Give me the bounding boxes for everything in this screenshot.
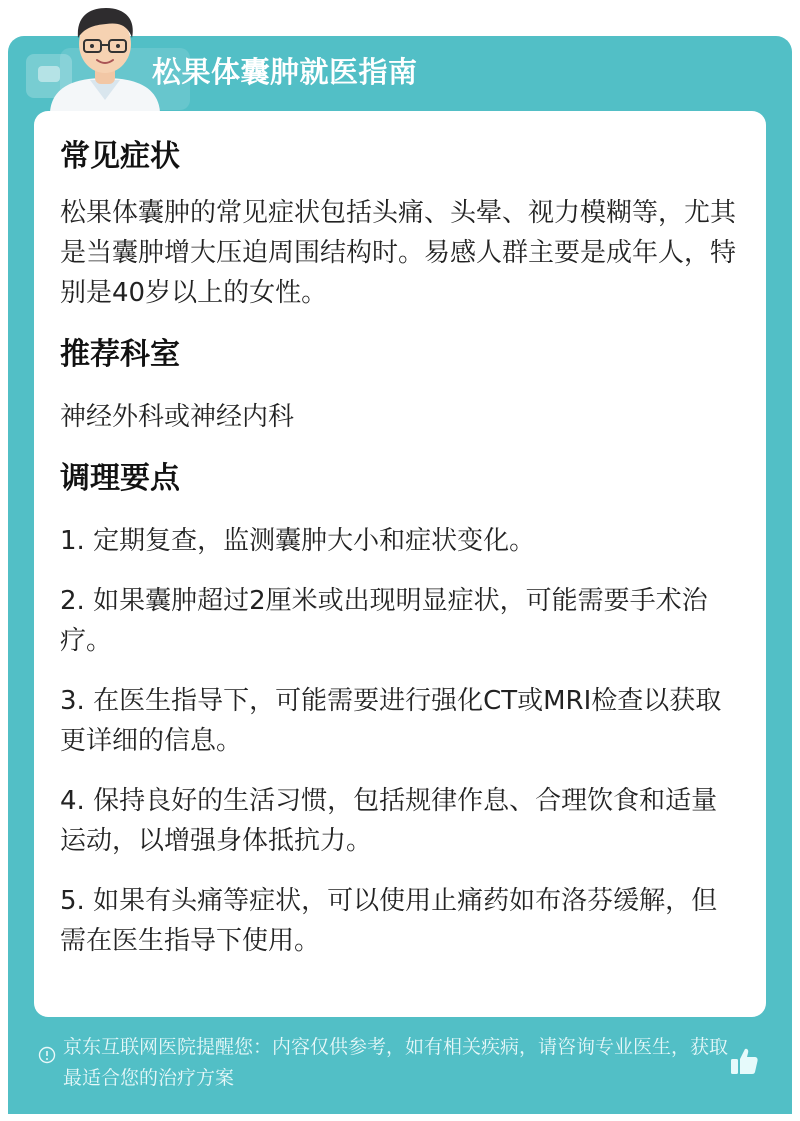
- footer-text: 京东互联网医院提醒您：内容仅供参考，如有相关疾病，请咨询专业医生，获取最适合您的治疗方案: [63, 1036, 729, 1089]
- info-icon: [38, 1046, 56, 1064]
- department-text: 神经外科或神经内科: [60, 402, 295, 432]
- symptoms-text: 松果体囊肿的常见症状包括头痛、头晕、视力模糊等，尤其是当囊肿增大压迫周围结构时。易感人群主要是成年人，特别是40岁以上的女性。: [60, 198, 737, 308]
- care-item-5: 5. 如果有头痛等症状，可以使用止痛药如布洛芬缓解，但需在医生指导下使用。: [60, 886, 718, 956]
- care-heading: 调理要点: [60, 461, 180, 496]
- care-item-2: 2. 如果囊肿超过2厘米或出现明显症状，可能需要手术治疗。: [60, 586, 708, 656]
- department-heading: 推荐科室: [60, 337, 180, 372]
- care-item-4: 4. 保持良好的生活习惯，包括规律作息、合理饮食和适量运动，以增强身体抵抗力。: [60, 786, 718, 856]
- care-item-3: 3. 在医生指导下，可能需要进行强化CT或MRI检查以获取更详细的信息。: [60, 686, 722, 756]
- page-title: 松果体囊肿就医指南: [152, 55, 418, 89]
- footer-disclaimer: [8, 1017, 792, 1114]
- care-item-1: 1. 定期复查，监测囊肿大小和症状变化。: [60, 526, 536, 556]
- doctor-avatar-icon: [40, 0, 170, 112]
- symptoms-heading: 常见症状: [60, 139, 180, 174]
- thumbs-up-icon[interactable]: [728, 1045, 760, 1077]
- content-card: [34, 111, 766, 1017]
